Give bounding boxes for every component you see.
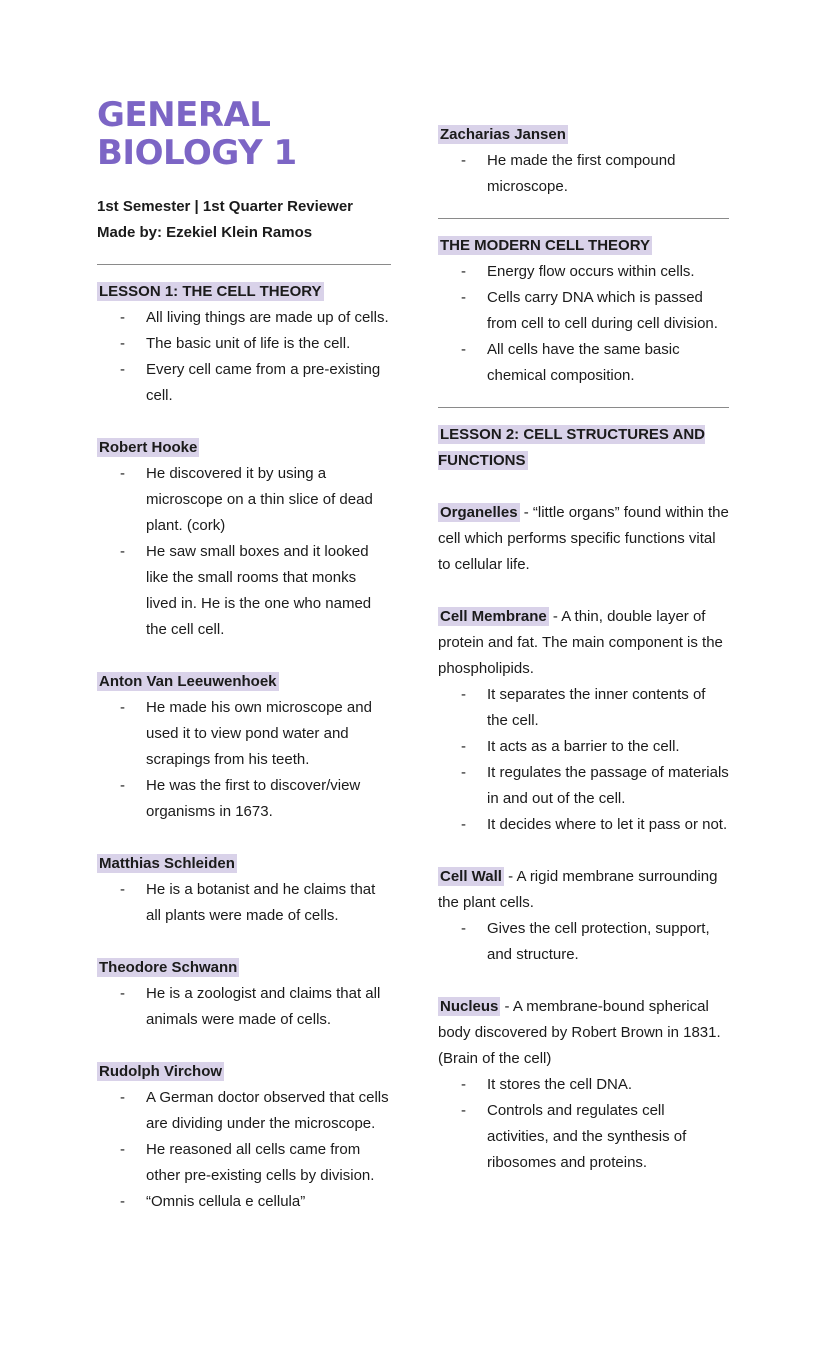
section-heading — [97, 1059, 391, 1085]
section-heading — [97, 669, 391, 695]
bullet-dash: - — [120, 881, 125, 898]
section-divider — [97, 264, 391, 265]
bullet-item — [97, 539, 391, 643]
bullet-text: All cells have the same basic chemical composition. — [487, 341, 680, 384]
bullet-text: He made his own microscope and used it to view pond water and scrapings from his teeth. — [146, 699, 372, 768]
bullet-item — [97, 357, 391, 409]
bullet-text: He saw small boxes and it looked like the small rooms that monks lived in. He is the one who named the cell cell. — [146, 543, 372, 638]
bullet-list — [438, 1072, 729, 1176]
bullet-text: It regulates the passage of materials in and out of the cell. — [487, 764, 729, 807]
left-column-blocks — [97, 264, 391, 1215]
section-heading — [97, 955, 391, 981]
bullet-item — [97, 1085, 391, 1137]
bullet-dash: - — [120, 543, 125, 560]
heading-highlight: Theodore Schwann — [99, 959, 238, 976]
bullet-item — [97, 695, 391, 773]
bullet-text: It decides where to let it pass or not. — [487, 816, 728, 833]
section-heading — [438, 233, 729, 259]
bullet-dash: - — [120, 465, 125, 482]
bullet-dash: - — [120, 777, 125, 794]
right-column-blocks — [438, 122, 729, 1176]
bullet-item — [438, 812, 729, 838]
bullet-item — [438, 682, 729, 734]
bullet-item — [438, 916, 729, 968]
bullet-dash: - — [461, 686, 466, 703]
bullet-dash: - — [461, 263, 466, 280]
bullet-text: He made the first compound microscope. — [487, 152, 676, 195]
bullet-text: It separates the inner contents of the cell. — [487, 686, 706, 729]
bullet-list — [438, 259, 729, 389]
bullet-dash: - — [120, 335, 125, 352]
bullet-list — [97, 1085, 391, 1215]
term-highlight: Organelles — [440, 504, 518, 521]
section-heading — [438, 422, 729, 474]
bullet-text: He is a botanist and he claims that all plants were made of cells. — [146, 881, 376, 924]
bullet-dash: - — [461, 289, 466, 306]
term-highlight: Nucleus — [440, 998, 499, 1015]
bullet-text: A German doctor observed that cells are dividing under the microscope. — [146, 1089, 389, 1132]
term-paragraph: Cell Wall - A rigid membrane surrounding the plant cells. — [438, 868, 718, 911]
bullet-dash: - — [461, 920, 466, 937]
bullet-item — [97, 1189, 391, 1215]
bullet-dash: - — [461, 1102, 466, 1119]
bullet-item — [438, 734, 729, 760]
bullet-list — [97, 695, 391, 825]
bullet-list — [438, 682, 729, 838]
bullet-list — [438, 148, 729, 200]
bullet-dash: - — [120, 361, 125, 378]
document-title: GENERAL BIOLOGY 1 — [97, 95, 297, 173]
left-column — [97, 96, 391, 1215]
bullet-list — [97, 305, 391, 409]
section-divider — [438, 218, 729, 219]
section-heading — [97, 851, 391, 877]
bullet-dash: - — [120, 985, 125, 1002]
bullet-text: It stores the cell DNA. — [487, 1076, 633, 1093]
bullet-item — [97, 1137, 391, 1189]
bullet-item — [438, 148, 729, 200]
bullet-text: He was the first to discover/view organisms in 1673. — [146, 777, 361, 820]
bullet-text: Energy flow occurs within cells. — [487, 263, 695, 280]
bullet-dash: - — [120, 1141, 125, 1158]
bullet-list — [97, 461, 391, 643]
bullet-dash: - — [461, 341, 466, 358]
bullet-dash: - — [461, 816, 466, 833]
right-column — [438, 122, 729, 1176]
heading-highlight: Zacharias Jansen — [440, 126, 566, 143]
bullet-item — [438, 259, 729, 285]
bullet-text: All living things are made up of cells. — [146, 309, 389, 326]
bullet-item — [97, 773, 391, 825]
bullet-item — [97, 461, 391, 539]
subtitle-semester: 1st Semester | 1st Quarter Reviewer — [97, 198, 353, 215]
bullet-text: He discovered it by using a microscope on a thin slice of dead plant. (cork) — [146, 465, 373, 534]
bullet-text: Cells carry DNA which is passed from cell to cell during cell division. — [487, 289, 718, 332]
bullet-item — [438, 1072, 729, 1098]
heading-highlight: LESSON 1: THE CELL THEORY — [99, 283, 322, 300]
bullet-dash: - — [461, 152, 466, 169]
bullet-item — [438, 1098, 729, 1176]
bullet-item — [97, 981, 391, 1033]
bullet-text: He is a zoologist and claims that all animals were made of cells. — [146, 985, 381, 1028]
bullet-list — [97, 981, 391, 1033]
term-paragraph: Organelles - “little organs” found within the cell which performs specific functions vital to cellular life. — [438, 504, 729, 573]
section-heading — [438, 122, 729, 148]
heading-highlight: Matthias Schleiden — [99, 855, 235, 872]
subtitle-author: Made by: Ezekiel Klein Ramos — [97, 224, 313, 241]
bullet-text: Every cell came from a pre-existing cell. — [146, 361, 381, 404]
bullet-dash: - — [120, 699, 125, 716]
heading-highlight: LESSON 2: CELL STRUCTURES AND FUNCTIONS — [438, 426, 706, 469]
bullet-dash: - — [461, 1076, 466, 1093]
bullet-dash: - — [461, 764, 466, 781]
term-paragraph: Nucleus - A membrane-bound spherical body discovered by Robert Brown in 1831. (Brain of the cell) — [438, 998, 721, 1067]
bullet-item — [438, 337, 729, 389]
bullet-text: Gives the cell protection, support, and structure. — [487, 920, 710, 963]
bullet-dash: - — [120, 1193, 125, 1210]
bullet-item — [97, 331, 391, 357]
bullet-dash: - — [120, 309, 125, 326]
bullet-text: “Omnis cellula e cellula” — [146, 1193, 306, 1210]
bullet-dash: - — [120, 1089, 125, 1106]
bullet-list — [97, 877, 391, 929]
section-divider — [438, 407, 729, 408]
heading-highlight: Anton Van Leeuwenhoek — [99, 673, 277, 690]
term-paragraph: Cell Membrane - A thin, double layer of protein and fat. The main component is the phospholipids. — [438, 608, 723, 677]
bullet-text: He reasoned all cells came from other pre-existing cells by division. — [146, 1141, 375, 1184]
heading-highlight: Robert Hooke — [99, 439, 198, 456]
section-heading — [97, 435, 391, 461]
bullet-list — [438, 916, 729, 968]
bullet-item — [438, 285, 729, 337]
bullet-text: It acts as a barrier to the cell. — [487, 738, 680, 755]
heading-highlight: THE MODERN CELL THEORY — [440, 237, 651, 254]
bullet-text: Controls and regulates cell activities, and the synthesis of ribosomes and proteins. — [487, 1102, 687, 1171]
bullet-dash: - — [461, 738, 466, 755]
heading-highlight: Rudolph Virchow — [99, 1063, 223, 1080]
bullet-text: The basic unit of life is the cell. — [146, 335, 351, 352]
bullet-item — [438, 760, 729, 812]
bullet-item — [97, 877, 391, 929]
term-highlight: Cell Wall — [440, 868, 502, 885]
bullet-item — [97, 305, 391, 331]
term-highlight: Cell Membrane — [440, 608, 547, 625]
section-heading — [97, 279, 391, 305]
